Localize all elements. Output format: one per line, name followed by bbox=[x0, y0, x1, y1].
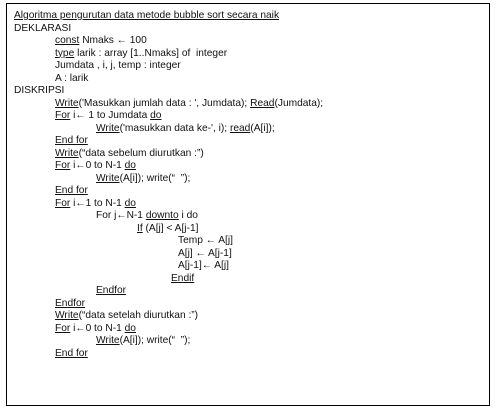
code-text: Jumdata , i, j, temp : integer bbox=[55, 60, 181, 71]
code-text: DISKRIPSI bbox=[14, 85, 65, 96]
code-text: (A[j] < A[j-1] bbox=[142, 222, 199, 234]
keyword: Write bbox=[55, 310, 79, 321]
keyword: downto bbox=[145, 210, 179, 221]
code-line bbox=[14, 198, 323, 211]
keyword: If bbox=[137, 222, 143, 234]
code-text: A[j] ← A[j-1] bbox=[178, 247, 232, 259]
code-line bbox=[14, 98, 323, 111]
code-line bbox=[14, 298, 323, 311]
keyword: End for bbox=[55, 185, 88, 196]
keyword: read bbox=[229, 122, 251, 134]
code-line bbox=[14, 123, 323, 136]
code-line bbox=[14, 135, 323, 148]
keyword: const bbox=[55, 35, 80, 46]
code-line bbox=[14, 335, 323, 348]
keyword: do bbox=[150, 110, 162, 121]
code-line bbox=[14, 348, 323, 361]
code-line bbox=[14, 173, 323, 186]
code-line bbox=[14, 160, 323, 173]
code-text: A : larik bbox=[55, 72, 89, 84]
code-line bbox=[14, 210, 323, 223]
code-line bbox=[14, 310, 323, 323]
code-line bbox=[14, 35, 323, 48]
code-line bbox=[14, 73, 323, 86]
keyword: Endfor bbox=[96, 285, 127, 296]
keyword: Read bbox=[250, 97, 275, 109]
pseudocode-listing bbox=[14, 10, 323, 360]
keyword: Write bbox=[96, 335, 120, 346]
code-text: (Jumdata); bbox=[274, 97, 324, 109]
code-line bbox=[14, 285, 323, 298]
code-line bbox=[14, 85, 323, 98]
code-line bbox=[14, 60, 323, 73]
code-text: (A[i]); write(“ ”); bbox=[119, 172, 191, 184]
keyword: Write bbox=[55, 97, 79, 109]
code-text: i←0 to N-1 bbox=[70, 160, 125, 171]
keyword: do bbox=[124, 160, 136, 171]
code-line bbox=[14, 148, 323, 161]
code-line bbox=[14, 273, 323, 286]
keyword: Write bbox=[96, 122, 120, 134]
code-line bbox=[14, 185, 323, 198]
keyword: type bbox=[55, 47, 75, 59]
keyword: Algoritma pengurutan data metode bubble sort secara naik bbox=[14, 10, 280, 21]
code-line bbox=[14, 110, 323, 123]
code-line bbox=[14, 23, 323, 36]
code-line bbox=[14, 260, 323, 273]
code-text: i← 1 to Jumdata bbox=[70, 110, 151, 121]
code-text: (“data sebelum diurutkan :”) bbox=[78, 147, 204, 159]
keyword: End for bbox=[55, 135, 88, 146]
keyword: For bbox=[55, 197, 71, 209]
code-text: Nmaks ← 100 bbox=[79, 35, 147, 46]
code-line bbox=[14, 248, 323, 261]
code-line bbox=[14, 223, 323, 236]
keyword: End for bbox=[55, 347, 88, 359]
pseudocode-box bbox=[6, 3, 490, 406]
code-text: ('Masukkan jumlah data : ', Jumdata); bbox=[78, 97, 251, 109]
keyword: For bbox=[55, 322, 71, 334]
code-text: i do bbox=[178, 210, 198, 221]
keyword: Write bbox=[96, 172, 120, 184]
code-line bbox=[14, 323, 323, 336]
code-line bbox=[14, 235, 323, 248]
keyword: For bbox=[55, 110, 71, 121]
code-line bbox=[14, 48, 323, 61]
keyword: do bbox=[124, 197, 136, 209]
code-text: A[j-1]← A[j] bbox=[178, 260, 229, 271]
code-text: i←1 to N-1 bbox=[70, 197, 125, 209]
keyword: Endif bbox=[171, 272, 195, 284]
code-text: Temp ← A[j] bbox=[178, 235, 233, 246]
code-text: DEKLARASI bbox=[14, 22, 72, 34]
code-text: For j←N-1 bbox=[96, 210, 146, 221]
code-text: i←0 to N-1 bbox=[70, 322, 125, 334]
code-line bbox=[14, 10, 323, 23]
code-text: (A[i]); bbox=[250, 122, 275, 134]
keyword: Endfor bbox=[55, 297, 86, 309]
keyword: Write bbox=[55, 147, 79, 159]
code-text: (“data setelah diurutkan :”) bbox=[78, 310, 199, 321]
keyword: do bbox=[124, 322, 136, 334]
keyword: For bbox=[55, 160, 71, 171]
code-text: ('masukkan data ke-', i); bbox=[119, 122, 230, 134]
code-text: larik : array [1..Nmaks] of integer bbox=[74, 47, 228, 59]
code-text: (A[i]); write(“ ”); bbox=[119, 335, 191, 346]
